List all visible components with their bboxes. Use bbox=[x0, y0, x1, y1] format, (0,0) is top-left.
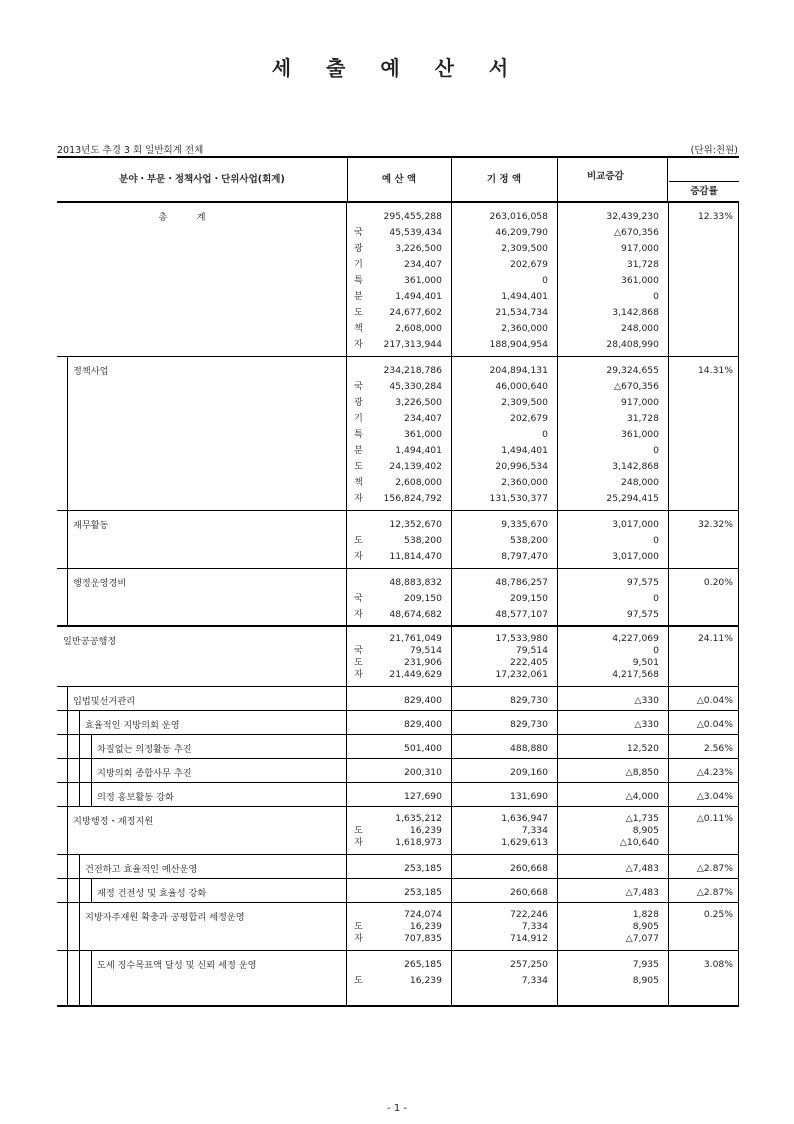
existing-amount: 2,360,000 bbox=[501, 477, 548, 488]
table-row bbox=[57, 735, 739, 759]
fund-code: 기 bbox=[354, 413, 363, 424]
budget-amount: 724,074 bbox=[404, 909, 442, 920]
unit-label: (단위:천원) bbox=[690, 145, 738, 156]
existing-amount: 1,629,613 bbox=[501, 837, 548, 848]
existing-amount: 2,309,500 bbox=[501, 243, 548, 254]
budget-amount: 253,185 bbox=[404, 887, 442, 898]
difference-amount: 0 bbox=[653, 645, 659, 656]
budget-amount: 2,608,000 bbox=[395, 477, 442, 488]
difference-amount: 9,501 bbox=[632, 657, 659, 668]
fund-code: 자 bbox=[354, 669, 363, 680]
budget-amount: 156,824,792 bbox=[383, 493, 442, 504]
change-rate: 0.20% bbox=[703, 577, 733, 588]
existing-amount: 260,668 bbox=[510, 863, 548, 874]
difference-amount: △1,735 bbox=[625, 813, 659, 824]
table-row bbox=[57, 807, 739, 855]
change-rate: 32.32% bbox=[697, 519, 733, 530]
budget-amount: 295,455,288 bbox=[383, 211, 442, 222]
difference-amount: 29,324,655 bbox=[606, 365, 659, 376]
value-line bbox=[57, 825, 739, 837]
value-line bbox=[57, 549, 739, 565]
difference-amount: 3,017,000 bbox=[612, 551, 659, 562]
existing-amount: 188,904,954 bbox=[489, 339, 548, 350]
row-name: 지방의회 종합사무 추진 bbox=[97, 768, 192, 779]
table-row bbox=[57, 759, 739, 783]
budget-amount: 1,618,973 bbox=[395, 837, 442, 848]
fund-code: 도 bbox=[354, 535, 363, 546]
budget-amount: 45,539,434 bbox=[389, 227, 442, 238]
budget-amount: 265,185 bbox=[404, 959, 442, 970]
difference-amount: 12,520 bbox=[626, 743, 659, 754]
budget-amount: 217,313,944 bbox=[383, 339, 442, 350]
difference-amount: △10,640 bbox=[619, 837, 659, 848]
value-line bbox=[57, 669, 739, 681]
existing-amount: 260,668 bbox=[510, 887, 548, 898]
difference-amount: 361,000 bbox=[621, 429, 659, 440]
value-line bbox=[57, 973, 739, 989]
fund-code: 특 bbox=[354, 275, 363, 286]
existing-amount: 0 bbox=[542, 429, 548, 440]
budget-amount: 209,150 bbox=[404, 593, 442, 604]
change-rate: △2.87% bbox=[696, 887, 733, 898]
value-line bbox=[57, 813, 739, 825]
difference-amount: 248,000 bbox=[621, 323, 659, 334]
fund-code: 도 bbox=[354, 307, 363, 318]
budget-amount: 1,494,401 bbox=[395, 291, 442, 302]
value-line bbox=[57, 837, 739, 849]
table-row bbox=[57, 687, 739, 711]
budget-amount: 16,239 bbox=[409, 921, 442, 932]
budget-amount: 48,674,682 bbox=[389, 609, 442, 620]
budget-amount: 234,218,786 bbox=[383, 365, 442, 376]
existing-amount: 722,246 bbox=[510, 909, 548, 920]
fund-code: 기 bbox=[354, 259, 363, 270]
table-row bbox=[57, 569, 739, 627]
table-row bbox=[57, 511, 739, 569]
existing-amount: 8,797,470 bbox=[501, 551, 548, 562]
fund-code: 국 bbox=[354, 227, 363, 238]
table-row bbox=[57, 711, 739, 735]
fund-code: 자 bbox=[354, 339, 363, 350]
value-line bbox=[57, 645, 739, 657]
value-line bbox=[57, 717, 739, 733]
row-name: 입법및선거관리 bbox=[73, 696, 136, 707]
change-rate: △2.87% bbox=[696, 863, 733, 874]
table-header bbox=[57, 156, 739, 203]
existing-amount: 131,690 bbox=[510, 791, 548, 802]
change-rate: 3.08% bbox=[703, 959, 733, 970]
row-name: 효율적인 지방의회 운영 bbox=[85, 720, 180, 731]
budget-table-body bbox=[57, 203, 739, 1007]
value-line bbox=[57, 517, 739, 533]
change-rate: 14.31% bbox=[697, 365, 733, 376]
fund-code: 도 bbox=[354, 461, 363, 472]
existing-amount: 202,679 bbox=[510, 413, 548, 424]
fund-code: 책 bbox=[354, 323, 363, 334]
fund-code: 분 bbox=[354, 445, 363, 456]
value-line bbox=[57, 741, 739, 757]
budget-amount: 707,835 bbox=[404, 933, 442, 944]
fund-code: 특 bbox=[354, 429, 363, 440]
existing-amount: 17,232,061 bbox=[495, 669, 548, 680]
budget-amount: 45,330,284 bbox=[389, 381, 442, 392]
row-name: 건전하고 효율적인 예산운영 bbox=[85, 864, 198, 875]
difference-amount: △7,483 bbox=[625, 863, 659, 874]
value-line bbox=[57, 957, 739, 973]
existing-amount: 538,200 bbox=[510, 535, 548, 546]
header-compare: 비교증감 bbox=[557, 158, 668, 201]
report-subtitle: 2013년도 추경 3 회 일반회계 전체 bbox=[57, 145, 204, 156]
difference-amount: 3,142,868 bbox=[612, 307, 659, 318]
difference-amount: 31,728 bbox=[626, 259, 659, 270]
budget-amount: 829,400 bbox=[404, 719, 442, 730]
difference-amount: 0 bbox=[653, 445, 659, 456]
difference-amount: 1,828 bbox=[632, 909, 659, 920]
existing-amount: 1,636,947 bbox=[501, 813, 548, 824]
difference-amount: 917,000 bbox=[621, 243, 659, 254]
fund-code: 국 bbox=[354, 645, 363, 656]
value-line bbox=[57, 633, 739, 645]
budget-amount: 48,883,832 bbox=[389, 577, 442, 588]
fund-code: 도 bbox=[354, 921, 363, 932]
difference-amount: 3,017,000 bbox=[612, 519, 659, 530]
change-rate: 24.11% bbox=[697, 633, 733, 644]
difference-amount: 0 bbox=[653, 593, 659, 604]
existing-amount: 263,016,058 bbox=[489, 211, 548, 222]
change-rate: △4.23% bbox=[696, 767, 733, 778]
value-line bbox=[57, 861, 739, 877]
difference-amount: 97,575 bbox=[626, 577, 659, 588]
change-rate: △3.04% bbox=[696, 791, 733, 802]
budget-amount: 253,185 bbox=[404, 863, 442, 874]
budget-amount: 21,449,629 bbox=[389, 669, 442, 680]
difference-amount: △8,850 bbox=[625, 767, 659, 778]
value-line bbox=[57, 395, 739, 411]
row-name: 정책사업 bbox=[73, 366, 109, 377]
value-line bbox=[57, 607, 739, 623]
row-name: 재정 건전성 및 효율성 강화 bbox=[97, 888, 207, 899]
fund-code: 자 bbox=[354, 837, 363, 848]
existing-amount: 257,250 bbox=[510, 959, 548, 970]
existing-amount: 829,730 bbox=[510, 695, 548, 706]
fund-code: 국 bbox=[354, 593, 363, 604]
budget-amount: 231,906 bbox=[404, 657, 442, 668]
value-line bbox=[57, 491, 739, 507]
budget-amount: 12,352,670 bbox=[389, 519, 442, 530]
row-name: 일반공공행정 bbox=[63, 636, 117, 647]
row-name: 도세 징수목표액 달성 및 신뢰 세정 운영 bbox=[97, 960, 257, 971]
existing-amount: 209,160 bbox=[510, 767, 548, 778]
header-rate: 증감률 bbox=[669, 181, 739, 202]
value-line bbox=[57, 885, 739, 901]
budget-amount: 79,514 bbox=[409, 645, 442, 656]
table-row bbox=[57, 951, 739, 1007]
difference-amount: 97,575 bbox=[626, 609, 659, 620]
value-line bbox=[57, 337, 739, 353]
page-number: - 1 - bbox=[387, 1103, 407, 1114]
existing-amount: 20,996,534 bbox=[495, 461, 548, 472]
budget-amount: 501,400 bbox=[404, 743, 442, 754]
existing-amount: 1,494,401 bbox=[501, 291, 548, 302]
existing-amount: 209,150 bbox=[510, 593, 548, 604]
row-name: 재무활동 bbox=[73, 520, 109, 531]
fund-code: 국 bbox=[354, 381, 363, 392]
existing-amount: 48,577,107 bbox=[495, 609, 548, 620]
value-line bbox=[57, 225, 739, 241]
difference-amount: 0 bbox=[653, 291, 659, 302]
value-line bbox=[57, 321, 739, 337]
table-row bbox=[57, 783, 739, 807]
row-name: 지방자주재원 확충과 공평합리 세정운영 bbox=[85, 912, 245, 923]
difference-amount: 28,408,990 bbox=[606, 339, 659, 350]
budget-amount: 24,677,602 bbox=[389, 307, 442, 318]
value-line bbox=[57, 273, 739, 289]
value-line bbox=[57, 443, 739, 459]
budget-amount: 24,139,402 bbox=[389, 461, 442, 472]
existing-amount: 131,530,377 bbox=[489, 493, 548, 504]
change-rate: △0.04% bbox=[696, 695, 733, 706]
existing-amount: 222,405 bbox=[510, 657, 548, 668]
table-row bbox=[57, 855, 739, 879]
difference-amount: △7,077 bbox=[625, 933, 659, 944]
existing-amount: 9,335,670 bbox=[501, 519, 548, 530]
change-rate: △0.11% bbox=[696, 813, 733, 824]
value-line bbox=[57, 289, 739, 305]
difference-amount: 31,728 bbox=[626, 413, 659, 424]
existing-amount: 17,533,980 bbox=[495, 633, 548, 644]
value-line bbox=[57, 257, 739, 273]
value-line bbox=[57, 475, 739, 491]
difference-amount: 4,217,568 bbox=[612, 669, 659, 680]
difference-amount: △330 bbox=[634, 695, 659, 706]
value-line bbox=[57, 789, 739, 805]
change-rate: △0.04% bbox=[696, 719, 733, 730]
difference-amount: 0 bbox=[653, 535, 659, 546]
value-line bbox=[57, 591, 739, 607]
value-line bbox=[57, 575, 739, 591]
fund-code: 도 bbox=[354, 975, 363, 986]
budget-amount: 538,200 bbox=[404, 535, 442, 546]
value-line bbox=[57, 921, 739, 933]
budget-amount: 1,635,212 bbox=[395, 813, 442, 824]
fund-code: 자 bbox=[354, 609, 363, 620]
budget-amount: 3,226,500 bbox=[395, 397, 442, 408]
fund-code: 분 bbox=[354, 291, 363, 302]
budget-amount: 1,494,401 bbox=[395, 445, 442, 456]
difference-amount: 8,905 bbox=[632, 921, 659, 932]
value-line bbox=[57, 693, 739, 709]
existing-amount: 202,679 bbox=[510, 259, 548, 270]
existing-amount: 488,880 bbox=[510, 743, 548, 754]
row-name: 행정운영경비 bbox=[73, 578, 127, 589]
budget-amount: 3,226,500 bbox=[395, 243, 442, 254]
budget-amount: 127,690 bbox=[404, 791, 442, 802]
budget-amount: 16,239 bbox=[409, 825, 442, 836]
value-line bbox=[57, 933, 739, 945]
fund-code: 자 bbox=[354, 933, 363, 944]
row-name: 총 계 bbox=[158, 212, 206, 223]
table-row bbox=[57, 203, 739, 357]
fund-code: 책 bbox=[354, 477, 363, 488]
budget-amount: 16,239 bbox=[409, 975, 442, 986]
value-line bbox=[57, 909, 739, 921]
budget-amount: 361,000 bbox=[404, 275, 442, 286]
value-line bbox=[57, 459, 739, 475]
value-line bbox=[57, 765, 739, 781]
fund-code: 자 bbox=[354, 551, 363, 562]
budget-amount: 234,407 bbox=[404, 259, 442, 270]
budget-amount: 829,400 bbox=[404, 695, 442, 706]
difference-amount: 3,142,868 bbox=[612, 461, 659, 472]
change-rate: 2.56% bbox=[703, 743, 733, 754]
header-existing: 기 정 액 bbox=[451, 158, 558, 201]
existing-amount: 7,334 bbox=[521, 975, 548, 986]
existing-amount: 829,730 bbox=[510, 719, 548, 730]
value-line bbox=[57, 427, 739, 443]
difference-amount: △670,356 bbox=[613, 227, 659, 238]
existing-amount: 204,894,131 bbox=[489, 365, 548, 376]
budget-amount: 200,310 bbox=[404, 767, 442, 778]
difference-amount: △330 bbox=[634, 719, 659, 730]
value-line bbox=[57, 241, 739, 257]
existing-amount: 7,334 bbox=[521, 921, 548, 932]
row-name: 의정 홍보활동 강화 bbox=[97, 792, 174, 803]
budget-amount: 11,814,470 bbox=[389, 551, 442, 562]
difference-amount: △7,483 bbox=[625, 887, 659, 898]
difference-amount: 7,935 bbox=[632, 959, 659, 970]
difference-amount: 917,000 bbox=[621, 397, 659, 408]
value-line bbox=[57, 379, 739, 395]
header-budget: 예 산 액 bbox=[347, 158, 452, 201]
difference-amount: 8,905 bbox=[632, 825, 659, 836]
existing-amount: 48,786,257 bbox=[495, 577, 548, 588]
existing-amount: 2,309,500 bbox=[501, 397, 548, 408]
table-row bbox=[57, 903, 739, 951]
row-name: 차질없는 의정활동 추진 bbox=[97, 744, 192, 755]
budget-amount: 21,761,049 bbox=[389, 633, 442, 644]
difference-amount: 25,294,415 bbox=[606, 493, 659, 504]
budget-amount: 234,407 bbox=[404, 413, 442, 424]
table-row bbox=[57, 879, 739, 903]
difference-amount: 4,227,069 bbox=[612, 633, 659, 644]
fund-code: 자 bbox=[354, 493, 363, 504]
fund-code: 광 bbox=[354, 243, 363, 254]
existing-amount: 1,494,401 bbox=[501, 445, 548, 456]
existing-amount: 714,912 bbox=[510, 933, 548, 944]
fund-code: 도 bbox=[354, 657, 363, 668]
table-row bbox=[57, 357, 739, 511]
existing-amount: 7,334 bbox=[521, 825, 548, 836]
existing-amount: 2,360,000 bbox=[501, 323, 548, 334]
difference-amount: △4,000 bbox=[625, 791, 659, 802]
budget-amount: 2,608,000 bbox=[395, 323, 442, 334]
budget-amount: 361,000 bbox=[404, 429, 442, 440]
row-name: 지방행정・재정지원 bbox=[73, 816, 154, 827]
existing-amount: 46,000,640 bbox=[495, 381, 548, 392]
existing-amount: 46,209,790 bbox=[495, 227, 548, 238]
existing-amount: 0 bbox=[542, 275, 548, 286]
fund-code: 도 bbox=[354, 825, 363, 836]
value-line bbox=[57, 209, 739, 225]
difference-amount: 248,000 bbox=[621, 477, 659, 488]
page-title: 세 출 예 산 서 bbox=[271, 56, 523, 80]
header-field: 분야・부문・정책사업・단위사업(회계) bbox=[57, 158, 348, 201]
fund-code: 광 bbox=[354, 397, 363, 408]
value-line bbox=[57, 363, 739, 379]
difference-amount: 361,000 bbox=[621, 275, 659, 286]
existing-amount: 21,534,734 bbox=[495, 307, 548, 318]
existing-amount: 79,514 bbox=[515, 645, 548, 656]
difference-amount: 32,439,230 bbox=[606, 211, 659, 222]
change-rate: 12.33% bbox=[697, 211, 733, 222]
value-line bbox=[57, 533, 739, 549]
value-line bbox=[57, 657, 739, 669]
difference-amount: 8,905 bbox=[632, 975, 659, 986]
value-line bbox=[57, 411, 739, 427]
difference-amount: △670,356 bbox=[613, 381, 659, 392]
value-line bbox=[57, 305, 739, 321]
change-rate: 0.25% bbox=[703, 909, 733, 920]
table-row bbox=[57, 627, 739, 687]
